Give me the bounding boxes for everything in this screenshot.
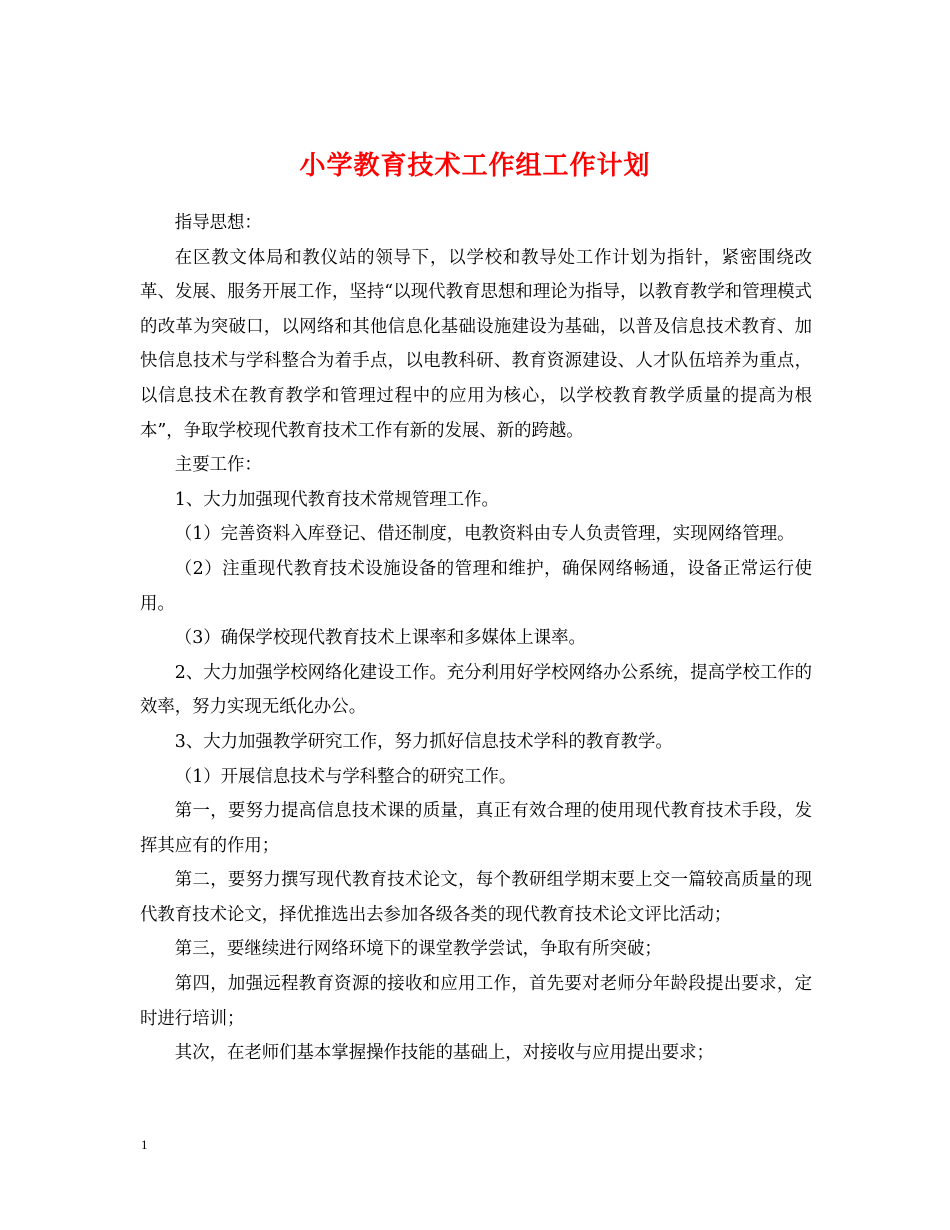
paragraph-second: 第二，要努力撰写现代教育技术论文，每个教研组学期末要上交一篇较高质量的现代教育技术论文，择优推选出去参加各级各类的现代教育技术论文评比活动； [140, 870, 812, 925]
paragraph-item-3-1: （1）开展信息技术与学科整合的研究工作。 [174, 766, 517, 787]
paragraph-item-1-3: （3）确保学校现代教育技术上课率和多媒体上课率。 [174, 628, 586, 649]
paragraph-fourth: 第四，加强远程教育资源的接收和应用工作，首先要对老师分年龄段提出要求，定时进行培训； [140, 974, 812, 1029]
paragraph-first: 第一，要努力提高信息技术课的质量，真正有效合理的使用现代教育技术手段，发挥其应有的作用； [140, 801, 812, 856]
paragraph-main-work-heading: 主要工作： [174, 455, 262, 476]
page-number: 1 [141, 1137, 148, 1152]
paragraph-guiding-content: 在区教文体局和教仪站的领导下，以学校和教导处工作计划为指针，紧密围绕改革、发展、服务开展工作，坚持“以现代教育思想和理论为指导，以教育教学和管理模式的改革为突破口，以网络和其他信息化基础设施建设为基础，以普及信息技术教育、加快信息技术与学科整合为着手点，以电教科研、教育资源建设、人才队伍培养为重点，以信息技术在教育教学和管理过程中的应用为核心，以学校教育教学质量的提高为根本”，争取学校现代教育技术工作有新的发展、新的跨越。 [140, 247, 812, 441]
paragraph-next: 其次，在老师们基本掌握操作技能的基础上，对接收与应用提出要求； [174, 1043, 714, 1064]
paragraph-third: 第三，要继续进行网络环境下的课堂教学尝试，争取有所突破； [174, 939, 662, 960]
paragraph-item-3: 3、大力加强教学研究工作，努力抓好信息技术学科的教育教学。 [174, 731, 673, 752]
document-title: 小学教育技术工作组工作计划 [299, 151, 651, 182]
document-body [140, 206, 812, 1071]
paragraph-guiding-heading: 指导思想： [174, 213, 262, 233]
paragraph-item-2: 2、大力加强学校网络化建设工作。充分利用好学校网络办公系统，提高学校工作的效率，努力实现无纸化办公。 [140, 662, 812, 718]
paragraph-item-1-2: （2）注重现代教育技术设施设备的管理和维护，确保网络畅通，设备正常运行使用。 [140, 558, 812, 614]
paragraph-item-1: 1、大力加强现代教育技术常规管理工作。 [174, 489, 499, 510]
paragraph-item-1-1: （1）完善资料入库登记、借还制度，电教资料由专人负责管理，实现网络管理。 [174, 524, 795, 545]
